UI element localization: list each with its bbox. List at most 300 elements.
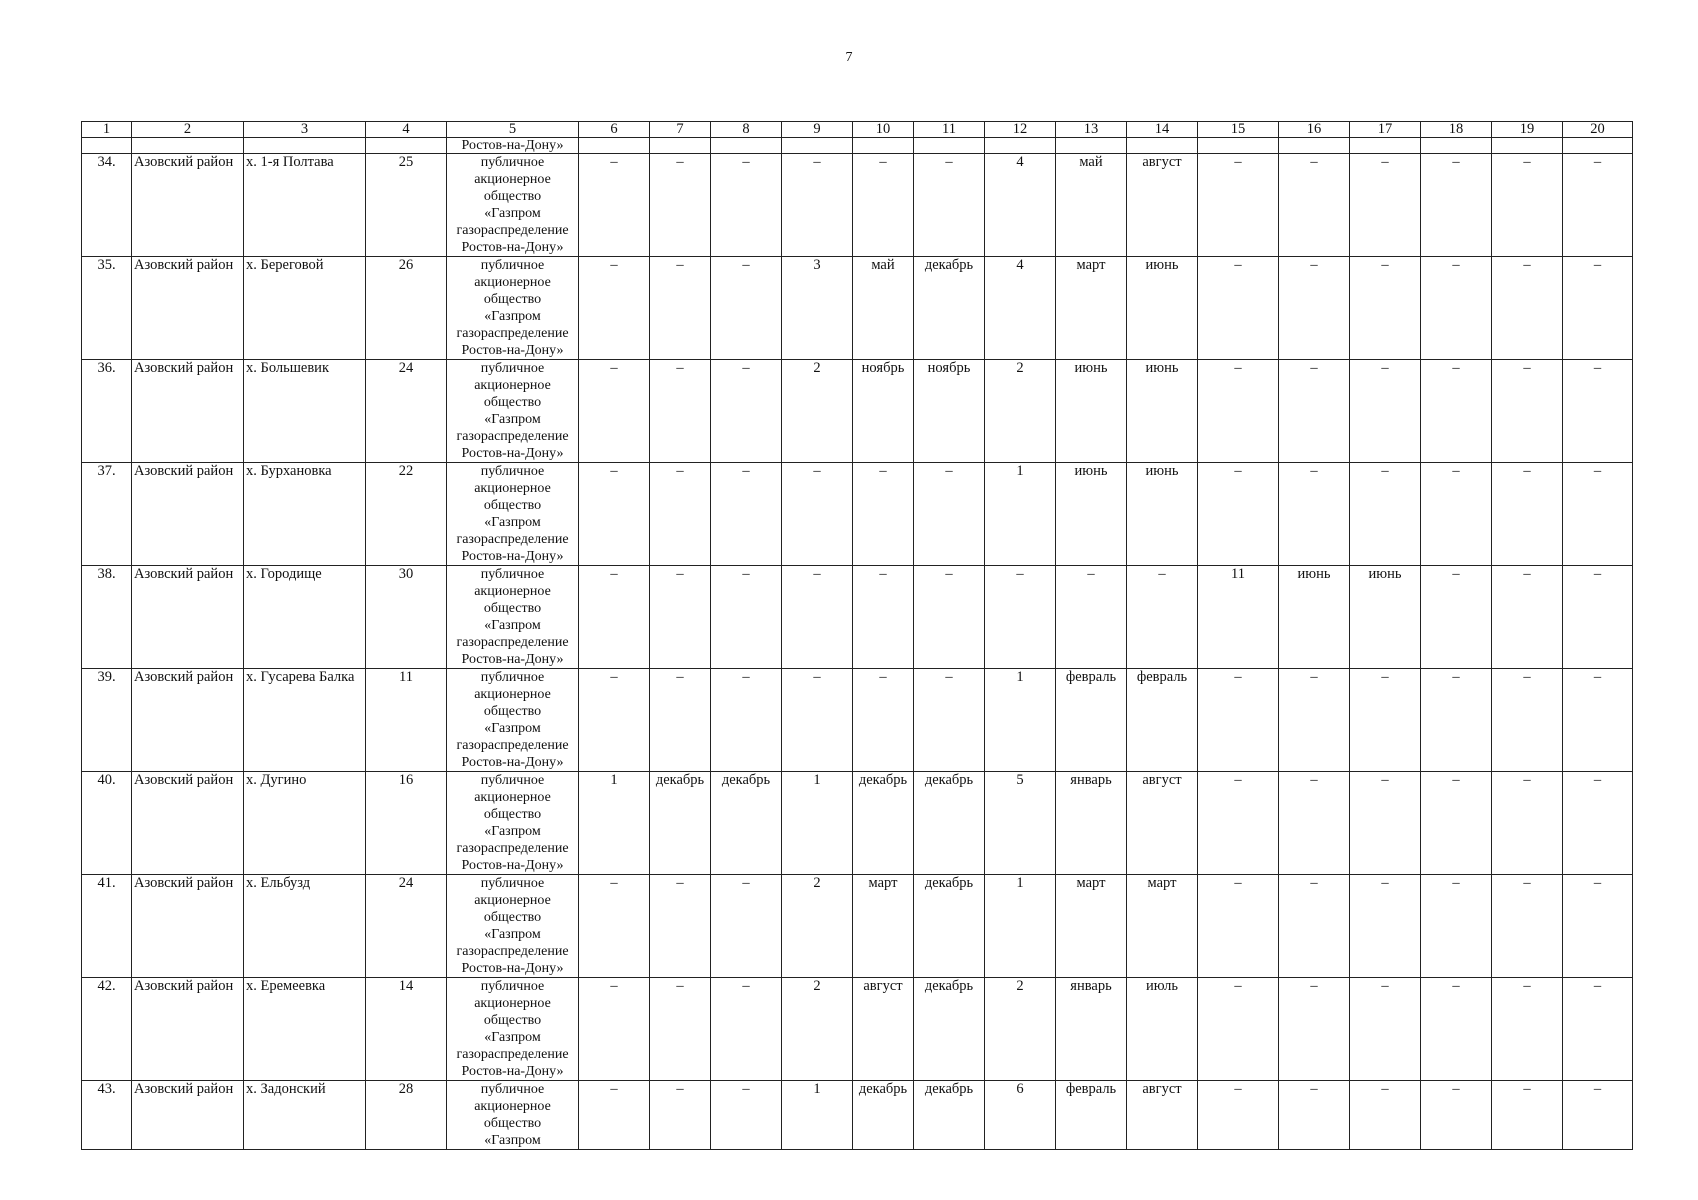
value-cell-col-6: – <box>579 566 650 669</box>
organization-line: Ростов-на-Дону» <box>461 343 564 358</box>
value-cell-col-12: 1 <box>985 463 1056 566</box>
value-cell-col-16: – <box>1279 360 1350 463</box>
empty-cell <box>711 138 782 154</box>
empty-cell <box>579 138 650 154</box>
table-row <box>82 566 1633 669</box>
empty-cell <box>1127 138 1198 154</box>
value-cell-col-19: – <box>1492 360 1563 463</box>
empty-cell <box>782 138 853 154</box>
quantity-cell: 11 <box>366 669 447 772</box>
value-cell-col-18: – <box>1421 1081 1492 1150</box>
value-cell-col-6: 1 <box>579 772 650 875</box>
settlement-cell: х. Дугино <box>244 772 366 875</box>
value-cell-col-6: – <box>579 257 650 360</box>
value-cell-col-16: – <box>1279 978 1350 1081</box>
organization-line: акционерное <box>474 996 551 1011</box>
value-cell-col-16: – <box>1279 875 1350 978</box>
organization-line: Ростов-на-Дону» <box>461 858 564 873</box>
column-header-11: 11 <box>914 122 985 138</box>
value-cell-col-17: июнь <box>1350 566 1421 669</box>
value-cell-col-10: декабрь <box>853 1081 914 1150</box>
value-cell-col-12: 5 <box>985 772 1056 875</box>
value-cell-col-10: март <box>853 875 914 978</box>
organization-line: газораспределение <box>456 738 569 753</box>
value-cell-col-8: – <box>711 875 782 978</box>
value-cell-col-18: – <box>1421 360 1492 463</box>
value-cell-col-12: 2 <box>985 360 1056 463</box>
value-cell-col-18: – <box>1421 566 1492 669</box>
organization-line: Ростов-на-Дону» <box>461 961 564 976</box>
value-cell-col-20: – <box>1563 978 1633 1081</box>
value-cell-col-20: – <box>1563 360 1633 463</box>
value-cell-col-11: – <box>914 669 985 772</box>
column-header-15: 15 <box>1198 122 1279 138</box>
organization-line: «Газпром <box>484 1133 541 1148</box>
organization-line: акционерное <box>474 687 551 702</box>
continuation-org-cell: Ростов-на-Дону» <box>447 138 579 154</box>
settlement-cell: х. Береговой <box>244 257 366 360</box>
organization-line: акционерное <box>474 790 551 805</box>
settlement-cell: х. Бурхановка <box>244 463 366 566</box>
value-cell-col-18: – <box>1421 669 1492 772</box>
value-cell-col-17: – <box>1350 1081 1421 1150</box>
organization-line: общество <box>483 189 542 204</box>
value-cell-col-20: – <box>1563 875 1633 978</box>
table-row <box>82 154 1633 257</box>
organization-line: акционерное <box>474 893 551 908</box>
value-cell-col-8: – <box>711 257 782 360</box>
organization-line: общество <box>483 601 542 616</box>
organization-line: Ростов-на-Дону» <box>461 755 564 770</box>
district-cell: Азовский район <box>132 1081 244 1150</box>
value-cell-col-12: 1 <box>985 875 1056 978</box>
organization-line: общество <box>483 807 542 822</box>
value-cell-col-17: – <box>1350 360 1421 463</box>
value-cell-col-16: – <box>1279 772 1350 875</box>
table-row <box>82 978 1633 1081</box>
organization-line: общество <box>483 498 542 513</box>
column-header-12: 12 <box>985 122 1056 138</box>
column-header-14: 14 <box>1127 122 1198 138</box>
value-cell-col-7: – <box>650 669 711 772</box>
value-cell-col-9: – <box>782 669 853 772</box>
column-header-20: 20 <box>1563 122 1633 138</box>
quantity-cell: 28 <box>366 1081 447 1150</box>
value-cell-col-14: июль <box>1127 978 1198 1081</box>
value-cell-col-16: – <box>1279 669 1350 772</box>
value-cell-col-10: декабрь <box>853 772 914 875</box>
organization-line: акционерное <box>474 584 551 599</box>
organization-line: Ростов-на-Дону» <box>461 240 564 255</box>
column-header-5: 5 <box>447 122 579 138</box>
value-cell-col-17: – <box>1350 669 1421 772</box>
empty-cell <box>1492 138 1563 154</box>
value-cell-col-20: – <box>1563 566 1633 669</box>
value-cell-col-11: декабрь <box>914 257 985 360</box>
value-cell-col-10: ноябрь <box>853 360 914 463</box>
value-cell-col-15: – <box>1198 772 1279 875</box>
column-header-3: 3 <box>244 122 366 138</box>
value-cell-col-6: – <box>579 463 650 566</box>
organization-cell <box>447 154 579 257</box>
organization-line: публичное <box>480 464 545 479</box>
empty-cell <box>1279 138 1350 154</box>
value-cell-col-14: июнь <box>1127 463 1198 566</box>
row-number: 36. <box>82 360 132 463</box>
column-header-18: 18 <box>1421 122 1492 138</box>
value-cell-col-11: декабрь <box>914 772 985 875</box>
column-header-16: 16 <box>1279 122 1350 138</box>
district-cell: Азовский район <box>132 772 244 875</box>
value-cell-col-13: январь <box>1056 978 1127 1081</box>
value-cell-col-18: – <box>1421 463 1492 566</box>
row-number: 40. <box>82 772 132 875</box>
organization-line: «Газпром <box>484 206 541 221</box>
value-cell-col-9: 2 <box>782 978 853 1081</box>
organization-line: публичное <box>480 1082 545 1097</box>
value-cell-col-10: май <box>853 257 914 360</box>
value-cell-col-15: – <box>1198 360 1279 463</box>
organization-line: «Газпром <box>484 1030 541 1045</box>
value-cell-col-12: 4 <box>985 257 1056 360</box>
value-cell-col-6: – <box>579 978 650 1081</box>
value-cell-col-13: – <box>1056 566 1127 669</box>
value-cell-col-7: декабрь <box>650 772 711 875</box>
organization-line: газораспределение <box>456 841 569 856</box>
value-cell-col-12: 2 <box>985 978 1056 1081</box>
quantity-cell: 25 <box>366 154 447 257</box>
organization-line: Ростов-на-Дону» <box>461 549 564 564</box>
row-number: 43. <box>82 1081 132 1150</box>
value-cell-col-14: июнь <box>1127 360 1198 463</box>
value-cell-col-8: – <box>711 978 782 1081</box>
value-cell-col-14: август <box>1127 1081 1198 1150</box>
value-cell-col-20: – <box>1563 463 1633 566</box>
value-cell-col-13: июнь <box>1056 463 1127 566</box>
value-cell-col-10: – <box>853 669 914 772</box>
value-cell-col-10: – <box>853 463 914 566</box>
column-header-7: 7 <box>650 122 711 138</box>
empty-cell <box>1563 138 1633 154</box>
value-cell-col-7: – <box>650 566 711 669</box>
value-cell-col-18: – <box>1421 257 1492 360</box>
value-cell-col-8: – <box>711 463 782 566</box>
organization-cell <box>447 566 579 669</box>
value-cell-col-8: – <box>711 154 782 257</box>
organization-line: публичное <box>480 979 545 994</box>
organization-line: публичное <box>480 155 545 170</box>
organization-line: «Газпром <box>484 309 541 324</box>
value-cell-col-19: – <box>1492 463 1563 566</box>
settlement-cell: х. Городище <box>244 566 366 669</box>
value-cell-col-17: – <box>1350 978 1421 1081</box>
column-header-9: 9 <box>782 122 853 138</box>
value-cell-col-19: – <box>1492 1081 1563 1150</box>
column-header-10: 10 <box>853 122 914 138</box>
organization-line: «Газпром <box>484 515 541 530</box>
value-cell-col-6: – <box>579 875 650 978</box>
value-cell-col-18: – <box>1421 772 1492 875</box>
empty-cell <box>1198 138 1279 154</box>
organization-line: «Газпром <box>484 721 541 736</box>
value-cell-col-8: – <box>711 669 782 772</box>
value-cell-col-12: 4 <box>985 154 1056 257</box>
settlement-cell: х. 1-я Полтава <box>244 154 366 257</box>
organization-cell <box>447 1081 579 1150</box>
quantity-cell: 14 <box>366 978 447 1081</box>
organization-line: публичное <box>480 567 545 582</box>
value-cell-col-13: июнь <box>1056 360 1127 463</box>
organization-line: Ростов-на-Дону» <box>461 1064 564 1079</box>
value-cell-col-11: ноябрь <box>914 360 985 463</box>
organization-line: публичное <box>480 361 545 376</box>
table-row <box>82 360 1633 463</box>
value-cell-col-15: 11 <box>1198 566 1279 669</box>
row-number: 39. <box>82 669 132 772</box>
quantity-cell: 24 <box>366 360 447 463</box>
value-cell-col-20: – <box>1563 772 1633 875</box>
organization-cell <box>447 669 579 772</box>
value-cell-col-10: – <box>853 566 914 669</box>
value-cell-col-6: – <box>579 154 650 257</box>
value-cell-col-9: – <box>782 463 853 566</box>
organization-cell <box>447 772 579 875</box>
value-cell-col-6: – <box>579 669 650 772</box>
value-cell-col-12: 6 <box>985 1081 1056 1150</box>
district-cell: Азовский район <box>132 566 244 669</box>
value-cell-col-11: – <box>914 566 985 669</box>
value-cell-col-17: – <box>1350 875 1421 978</box>
value-cell-col-8: – <box>711 1081 782 1150</box>
value-cell-col-17: – <box>1350 772 1421 875</box>
value-cell-col-9: 2 <box>782 875 853 978</box>
value-cell-col-7: – <box>650 257 711 360</box>
organization-line: акционерное <box>474 275 551 290</box>
value-cell-col-15: – <box>1198 463 1279 566</box>
column-header-19: 19 <box>1492 122 1563 138</box>
value-cell-col-19: – <box>1492 566 1563 669</box>
empty-cell <box>1350 138 1421 154</box>
value-cell-col-14: февраль <box>1127 669 1198 772</box>
organization-line: акционерное <box>474 378 551 393</box>
value-cell-col-13: май <box>1056 154 1127 257</box>
empty-cell <box>244 138 366 154</box>
organization-line: «Газпром <box>484 824 541 839</box>
organization-line: общество <box>483 1116 542 1131</box>
value-cell-col-10: август <box>853 978 914 1081</box>
value-cell-col-19: – <box>1492 875 1563 978</box>
organization-line: общество <box>483 395 542 410</box>
value-cell-col-19: – <box>1492 772 1563 875</box>
organization-line: общество <box>483 292 542 307</box>
value-cell-col-10: – <box>853 154 914 257</box>
value-cell-col-12: 1 <box>985 669 1056 772</box>
value-cell-col-14: август <box>1127 772 1198 875</box>
value-cell-col-7: – <box>650 1081 711 1150</box>
value-cell-col-9: 1 <box>782 772 853 875</box>
value-cell-col-12: – <box>985 566 1056 669</box>
table-row <box>82 772 1633 875</box>
value-cell-col-17: – <box>1350 463 1421 566</box>
quantity-cell: 24 <box>366 875 447 978</box>
organization-line: акционерное <box>474 172 551 187</box>
organization-line: «Газпром <box>484 618 541 633</box>
value-cell-col-20: – <box>1563 257 1633 360</box>
value-cell-col-15: – <box>1198 978 1279 1081</box>
empty-cell <box>82 138 132 154</box>
district-cell: Азовский район <box>132 257 244 360</box>
organization-line: публичное <box>480 773 545 788</box>
value-cell-col-6: – <box>579 360 650 463</box>
value-cell-col-20: – <box>1563 154 1633 257</box>
value-cell-col-20: – <box>1563 669 1633 772</box>
settlement-cell: х. Еремеевка <box>244 978 366 1081</box>
value-cell-col-7: – <box>650 463 711 566</box>
value-cell-col-8: декабрь <box>711 772 782 875</box>
value-cell-col-6: – <box>579 1081 650 1150</box>
value-cell-col-16: – <box>1279 1081 1350 1150</box>
district-cell: Азовский район <box>132 463 244 566</box>
value-cell-col-19: – <box>1492 978 1563 1081</box>
value-cell-col-11: декабрь <box>914 875 985 978</box>
settlement-cell: х. Задонский <box>244 1081 366 1150</box>
value-cell-col-9: – <box>782 566 853 669</box>
quantity-cell: 16 <box>366 772 447 875</box>
column-header-13: 13 <box>1056 122 1127 138</box>
value-cell-col-7: – <box>650 978 711 1081</box>
organization-line: акционерное <box>474 1099 551 1114</box>
value-cell-col-13: февраль <box>1056 669 1127 772</box>
value-cell-col-20: – <box>1563 1081 1633 1150</box>
organization-line: общество <box>483 910 542 925</box>
district-cell: Азовский район <box>132 360 244 463</box>
value-cell-col-9: 2 <box>782 360 853 463</box>
value-cell-col-15: – <box>1198 669 1279 772</box>
value-cell-col-16: – <box>1279 154 1350 257</box>
row-number: 38. <box>82 566 132 669</box>
value-cell-col-8: – <box>711 566 782 669</box>
organization-line: акционерное <box>474 481 551 496</box>
continuation-row <box>82 138 1633 154</box>
value-cell-col-8: – <box>711 360 782 463</box>
value-cell-col-13: январь <box>1056 772 1127 875</box>
value-cell-col-16: июнь <box>1279 566 1350 669</box>
table-row <box>82 463 1633 566</box>
value-cell-col-7: – <box>650 154 711 257</box>
value-cell-col-7: – <box>650 360 711 463</box>
organization-line: публичное <box>480 258 545 273</box>
settlement-cell: х. Ельбузд <box>244 875 366 978</box>
value-cell-col-11: – <box>914 154 985 257</box>
schedule-table <box>81 121 1633 1150</box>
column-header-2: 2 <box>132 122 244 138</box>
organization-cell <box>447 875 579 978</box>
organization-line: Ростов-на-Дону» <box>461 446 564 461</box>
value-cell-col-18: – <box>1421 875 1492 978</box>
value-cell-col-15: – <box>1198 875 1279 978</box>
organization-cell <box>447 463 579 566</box>
empty-cell <box>132 138 244 154</box>
value-cell-col-16: – <box>1279 257 1350 360</box>
organization-line: газораспределение <box>456 532 569 547</box>
organization-line: газораспределение <box>456 223 569 238</box>
empty-cell <box>366 138 447 154</box>
empty-cell <box>985 138 1056 154</box>
value-cell-col-19: – <box>1492 154 1563 257</box>
settlement-cell: х. Гусарева Балка <box>244 669 366 772</box>
value-cell-col-18: – <box>1421 154 1492 257</box>
empty-cell <box>1056 138 1127 154</box>
quantity-cell: 30 <box>366 566 447 669</box>
empty-cell <box>650 138 711 154</box>
organization-cell <box>447 360 579 463</box>
value-cell-col-14: август <box>1127 154 1198 257</box>
value-cell-col-7: – <box>650 875 711 978</box>
column-header-8: 8 <box>711 122 782 138</box>
value-cell-col-14: – <box>1127 566 1198 669</box>
organization-cell <box>447 257 579 360</box>
value-cell-col-9: – <box>782 154 853 257</box>
column-header-1: 1 <box>82 122 132 138</box>
value-cell-col-17: – <box>1350 257 1421 360</box>
empty-cell <box>1421 138 1492 154</box>
organization-line: публичное <box>480 876 545 891</box>
value-cell-col-11: декабрь <box>914 1081 985 1150</box>
column-header-4: 4 <box>366 122 447 138</box>
row-number: 34. <box>82 154 132 257</box>
row-number: 37. <box>82 463 132 566</box>
settlement-cell: х. Большевик <box>244 360 366 463</box>
page-number: 7 <box>845 50 853 65</box>
district-cell: Азовский район <box>132 154 244 257</box>
table-row <box>82 875 1633 978</box>
organization-line: газораспределение <box>456 944 569 959</box>
value-cell-col-13: март <box>1056 257 1127 360</box>
organization-line: публичное <box>480 670 545 685</box>
value-cell-col-19: – <box>1492 669 1563 772</box>
quantity-cell: 22 <box>366 463 447 566</box>
table-row <box>82 1081 1633 1150</box>
value-cell-col-13: февраль <box>1056 1081 1127 1150</box>
organization-line: газораспределение <box>456 326 569 341</box>
organization-line: «Газпром <box>484 412 541 427</box>
value-cell-col-13: март <box>1056 875 1127 978</box>
value-cell-col-11: – <box>914 463 985 566</box>
column-header-17: 17 <box>1350 122 1421 138</box>
value-cell-col-15: – <box>1198 257 1279 360</box>
organization-line: Ростов-на-Дону» <box>461 652 564 667</box>
value-cell-col-14: март <box>1127 875 1198 978</box>
organization-line: газораспределение <box>456 635 569 650</box>
quantity-cell: 26 <box>366 257 447 360</box>
value-cell-col-11: декабрь <box>914 978 985 1081</box>
value-cell-col-15: – <box>1198 1081 1279 1150</box>
organization-line: газораспределение <box>456 429 569 444</box>
row-number: 41. <box>82 875 132 978</box>
value-cell-col-16: – <box>1279 463 1350 566</box>
column-number-row <box>82 122 1633 138</box>
empty-cell <box>853 138 914 154</box>
value-cell-col-9: 1 <box>782 1081 853 1150</box>
organization-line: общество <box>483 1013 542 1028</box>
column-header-6: 6 <box>579 122 650 138</box>
district-cell: Азовский район <box>132 978 244 1081</box>
row-number: 35. <box>82 257 132 360</box>
table-row <box>82 257 1633 360</box>
value-cell-col-15: – <box>1198 154 1279 257</box>
value-cell-col-17: – <box>1350 154 1421 257</box>
district-cell: Азовский район <box>132 669 244 772</box>
